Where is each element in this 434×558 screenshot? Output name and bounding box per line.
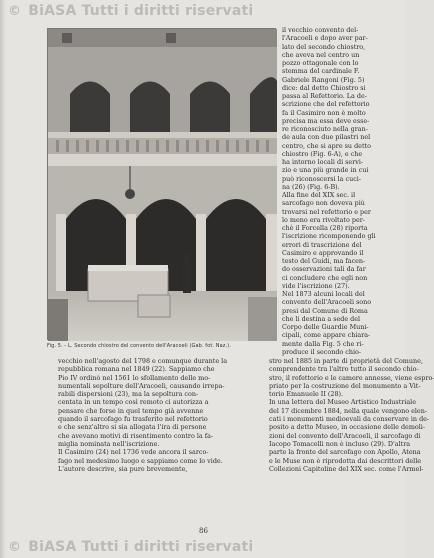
text-line: che li destina a sede del <box>282 314 361 323</box>
text-line: passa al Refettorio. La de- <box>282 92 367 100</box>
text-line: parte la fronte del sarcofago con Apollo, Atena <box>269 448 421 457</box>
text-line: zioni del convento dell'Aracoeli, il sarcofago di <box>269 431 421 440</box>
text-line: stemma del cardinale F. <box>282 67 360 76</box>
text-line: l'iscrizione ricomponendo gli <box>282 232 376 241</box>
text-line: na (26) (Fig. 6-B). <box>282 182 340 191</box>
page-number: 86 <box>199 527 208 535</box>
text-line: del 17 dicembre 1884, nella quale vengono elen- <box>269 406 427 415</box>
text-line: Iacopo Tomacelli non è incluso (29). D'altra <box>269 439 411 448</box>
text-line: rabili dispersioni (23), ma la sepoltura con- <box>58 390 199 399</box>
text-line: centata in un tempo così remoto ci autorizza a <box>58 398 209 407</box>
bottom-right-text-column <box>269 357 434 473</box>
text-line: errori di trascrizione del <box>282 240 362 249</box>
cloister-photograph <box>47 28 276 340</box>
text-line: de aula con due pilastri nel <box>282 133 371 142</box>
copyright-symbol: © <box>8 540 22 555</box>
text-line: il vecchio convento del- <box>282 26 359 34</box>
text-line: ci concludere che egli non <box>282 273 368 282</box>
text-line: che avevano motivi di risentimento contro la fa- <box>58 431 214 440</box>
text-line: miglia nominata nell'iscrizione. <box>58 439 160 448</box>
text-line: cipali, come appare chiara- <box>282 331 371 340</box>
text-line: repubblica romana nel 1849 (22). Sappiamo che <box>58 365 215 374</box>
text-line: zio e una più grande in cui <box>282 166 369 175</box>
text-line: e le Muse non è riprodotta dai descrittori delle <box>269 456 422 465</box>
text-line: chè il Forcella (28) riporta <box>282 224 368 232</box>
text-line: lo meno era rivoltato per- <box>282 215 365 224</box>
text-line: Corpo delle Guardie Muni- <box>282 323 369 331</box>
text-line: Alla fine del XIX sec. il <box>282 191 356 199</box>
text-line: chiostro (Fig. 6-A), e che <box>282 149 363 158</box>
text-line: vecchio nell'agosto del 1798 e comunque durante la <box>58 357 228 365</box>
text-line: lato del secondo chiostro, <box>282 42 366 51</box>
text-line: può riconoscersi la cuci- <box>282 174 361 183</box>
text-line: fa il Casimiro non è molto <box>282 108 366 117</box>
text-line: In una lettera del Museo Artistico Industriale <box>269 398 416 407</box>
text-line: numentali sepolture dell'Aracoeli, causando irrepa- <box>58 381 225 390</box>
text-line: ha intorno locali di servi- <box>282 158 364 166</box>
text-line: vide l'iscrizione (27). <box>282 281 350 290</box>
text-line: produce il secondo chio- <box>282 347 362 356</box>
text-line: Il Casimiro (24) nel 1736 vede ancora il sarco- <box>58 448 209 457</box>
text-line: e che senz'altro si sia allogata l'ira di persone <box>58 423 207 432</box>
watermark-top <box>8 3 253 19</box>
text-line: pozzo ottagonale con lo <box>282 59 359 67</box>
watermark-text: BiASA Tutti i diritti riservati <box>28 3 254 19</box>
watermark-text: BiASA Tutti i diritti riservati <box>28 539 254 555</box>
copyright-symbol: © <box>8 4 22 19</box>
text-line: Casimiro e approvando il <box>282 248 364 257</box>
text-line: centro, che si apre su detto <box>282 141 371 150</box>
text-line: Pio IV ordinò nel 1561 lo sfollamento delle mo- <box>58 373 211 382</box>
text-line: testo del Guidi, ma facen- <box>282 257 366 265</box>
text-line: che aveva nel centro un <box>282 50 360 59</box>
text-line: Gabriele Rangoni (Fig. 5) <box>282 75 365 84</box>
figure-caption: Fig. 5. - L. Secondo chiostro del convento dell'Aracoeli (Gab. fot. Naz.). <box>47 343 231 349</box>
text-line: priato per la costruzione del monumento a Vit- <box>269 381 421 390</box>
text-line: do osservazioni tali da far <box>282 265 366 274</box>
watermark-bottom <box>8 539 253 555</box>
text-line: scrizione che del refettorio <box>282 100 370 109</box>
right-text-column <box>282 26 400 356</box>
bottom-left-text-column <box>58 357 266 473</box>
text-line: quando il sarcofago fu trasferito nel refettorio <box>58 415 208 424</box>
text-line: sarcofago non doveva più <box>282 199 365 208</box>
text-line: presi dal Comune di Roma <box>282 306 368 315</box>
text-line: pensare che forse in quel tempo già avvenne <box>58 406 204 415</box>
text-line: Collezioni Capitoline del XIX sec. come l'Armel- <box>269 464 424 473</box>
text-line: fago nel medesimo luogo e sappiamo come lo vide. <box>58 456 223 465</box>
text-line: cati i monumenti medioevali da conservare in de- <box>269 415 430 424</box>
text-line: Nel 1873 alcuni locali del <box>282 290 365 298</box>
text-line: L'autore descrive, sia pure brevemente, <box>58 464 188 473</box>
text-line: l'Aracoeli e dopo aver par- <box>282 34 368 43</box>
text-line: mente dalla Fig. 5 che ri- <box>282 339 364 348</box>
text-line: torio Emanuele II (28). <box>269 390 344 399</box>
text-line: posito a detto Museo, in occasione delle demoli- <box>269 423 425 432</box>
page-edge-shadow <box>0 0 6 558</box>
text-line: dice: dal detto Chiostro si <box>282 83 366 92</box>
text-line: re riconosciuto nella gran- <box>282 125 368 133</box>
text-line: trovarsi nel refettorio e per <box>282 207 371 216</box>
text-line: stro, il refettorio e le camere annesse, viene espro- <box>269 373 434 382</box>
text-line: stro nel 1885 in parte di proprietà del Comune, <box>269 357 423 365</box>
text-line: convento dell'Aracoeli sono <box>282 298 372 307</box>
text-line: comprendente tra l'altro tutto il secondo chio- <box>269 365 419 374</box>
text-line: precisa ma essa deve esse- <box>282 116 370 125</box>
